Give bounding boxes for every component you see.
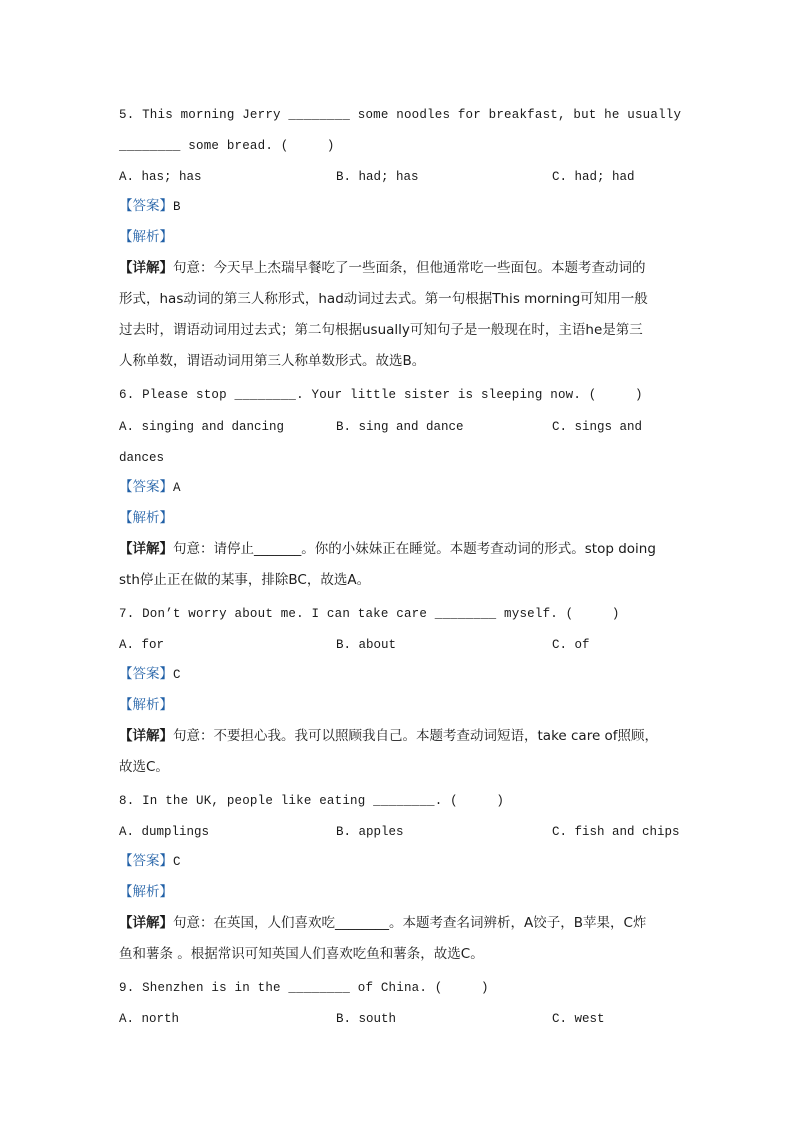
question-6-answer — [119, 478, 181, 497]
question-5-analysis-label: 【解析】 — [119, 229, 173, 245]
question-8-analysis-label: 【解析】 — [119, 884, 173, 900]
detail-text: 句意：请停止_______。你的小妹妹正在睡觉。本题考查动词的形式。stop doing — [173, 541, 656, 557]
question-7-stem: 7. Don’t worry about me. I can take care ________ myself. ( ) — [119, 607, 620, 621]
question-7-option-a: A. for — [119, 638, 165, 652]
question-8-stem: 8. In the UK, people like eating ________. ( ) — [119, 794, 505, 808]
question-6-detail-line-1 — [119, 540, 656, 558]
answer-value: C — [173, 668, 181, 682]
question-9-stem: 9. Shenzhen is in the ________ of China. ( ) — [119, 981, 489, 995]
detail-label: 【详解】 — [119, 260, 173, 276]
detail-text: 句意：不要担心我。我可以照顾我自己。本题考查动词短语，take care of照顾， — [173, 728, 659, 744]
detail-text: 句意：今天早上杰瑞早餐吃了一些面条，但他通常吃一些面包。本题考查动词的 — [173, 260, 646, 276]
question-6-option-c-wrap: dances — [119, 451, 165, 465]
detail-text: 句意：在英国，人们喜欢吃________。本题考查名词辨析，A饺子，B苹果，C炸 — [173, 915, 647, 931]
answer-value: B — [173, 200, 181, 214]
question-5-detail-line-1 — [119, 259, 646, 277]
question-7-detail-line-2: 故选C。 — [119, 759, 169, 775]
question-5-option-a: A. has; has — [119, 170, 202, 184]
question-6-analysis-label: 【解析】 — [119, 510, 173, 526]
answer-value: C — [173, 855, 181, 869]
question-9-option-b: B. south — [336, 1012, 397, 1026]
question-8-detail-line-1 — [119, 914, 646, 932]
question-5-answer — [119, 197, 181, 216]
question-5-stem-line-1: 5. This morning Jerry ________ some noodles for breakfast, but he usually — [119, 108, 682, 122]
answer-label: 【答案】 — [119, 198, 173, 214]
question-9-option-a: A. north — [119, 1012, 180, 1026]
answer-label: 【答案】 — [119, 479, 173, 495]
question-9-option-c: C. west — [552, 1012, 605, 1026]
question-7-analysis-label: 【解析】 — [119, 697, 173, 713]
question-5-detail-line-3: 过去时，谓语动词用过去式；第二句根据usually可知句子是一般现在时，主语he是第三 — [119, 322, 643, 338]
answer-label: 【答案】 — [119, 853, 173, 869]
question-6-option-b: B. sing and dance — [336, 420, 464, 434]
question-6-option-c: C. sings and — [552, 420, 643, 434]
question-8-detail-line-2: 鱼和薯条 。根据常识可知英国人们喜欢吃鱼和薯条，故选C。 — [119, 946, 484, 962]
question-7-detail-line-1 — [119, 727, 658, 745]
question-7-answer — [119, 665, 181, 684]
detail-label: 【详解】 — [119, 915, 173, 931]
question-5-stem-line-2: ________ some bread. ( ) — [119, 139, 335, 153]
question-6-stem: 6. Please stop ________. Your little sister is sleeping now. ( ) — [119, 388, 643, 402]
question-5-detail-line-2: 形式，has动词的第三人称形式，had动词过去式。第一句根据This morning可知用一般 — [119, 291, 648, 307]
question-8-option-b: B. apples — [336, 825, 404, 839]
question-5-detail-line-4: 人称单数，谓语动词用第三人称单数形式。故选B。 — [119, 353, 426, 369]
answer-value: A — [173, 481, 181, 495]
question-8-option-a: A. dumplings — [119, 825, 210, 839]
question-8-answer — [119, 852, 181, 871]
question-5-option-b: B. had; has — [336, 170, 419, 184]
question-8-option-c: C. fish and chips — [552, 825, 680, 839]
question-5-option-c: C. had; had — [552, 170, 635, 184]
detail-label: 【详解】 — [119, 541, 173, 557]
question-6-option-a: A. singing and dancing — [119, 420, 285, 434]
question-7-option-b: B. about — [336, 638, 397, 652]
question-7-option-c: C. of — [552, 638, 590, 652]
detail-label: 【详解】 — [119, 728, 173, 744]
question-6-detail-line-2: sth停止正在做的某事，排除BC，故选A。 — [119, 572, 371, 588]
answer-label: 【答案】 — [119, 666, 173, 682]
